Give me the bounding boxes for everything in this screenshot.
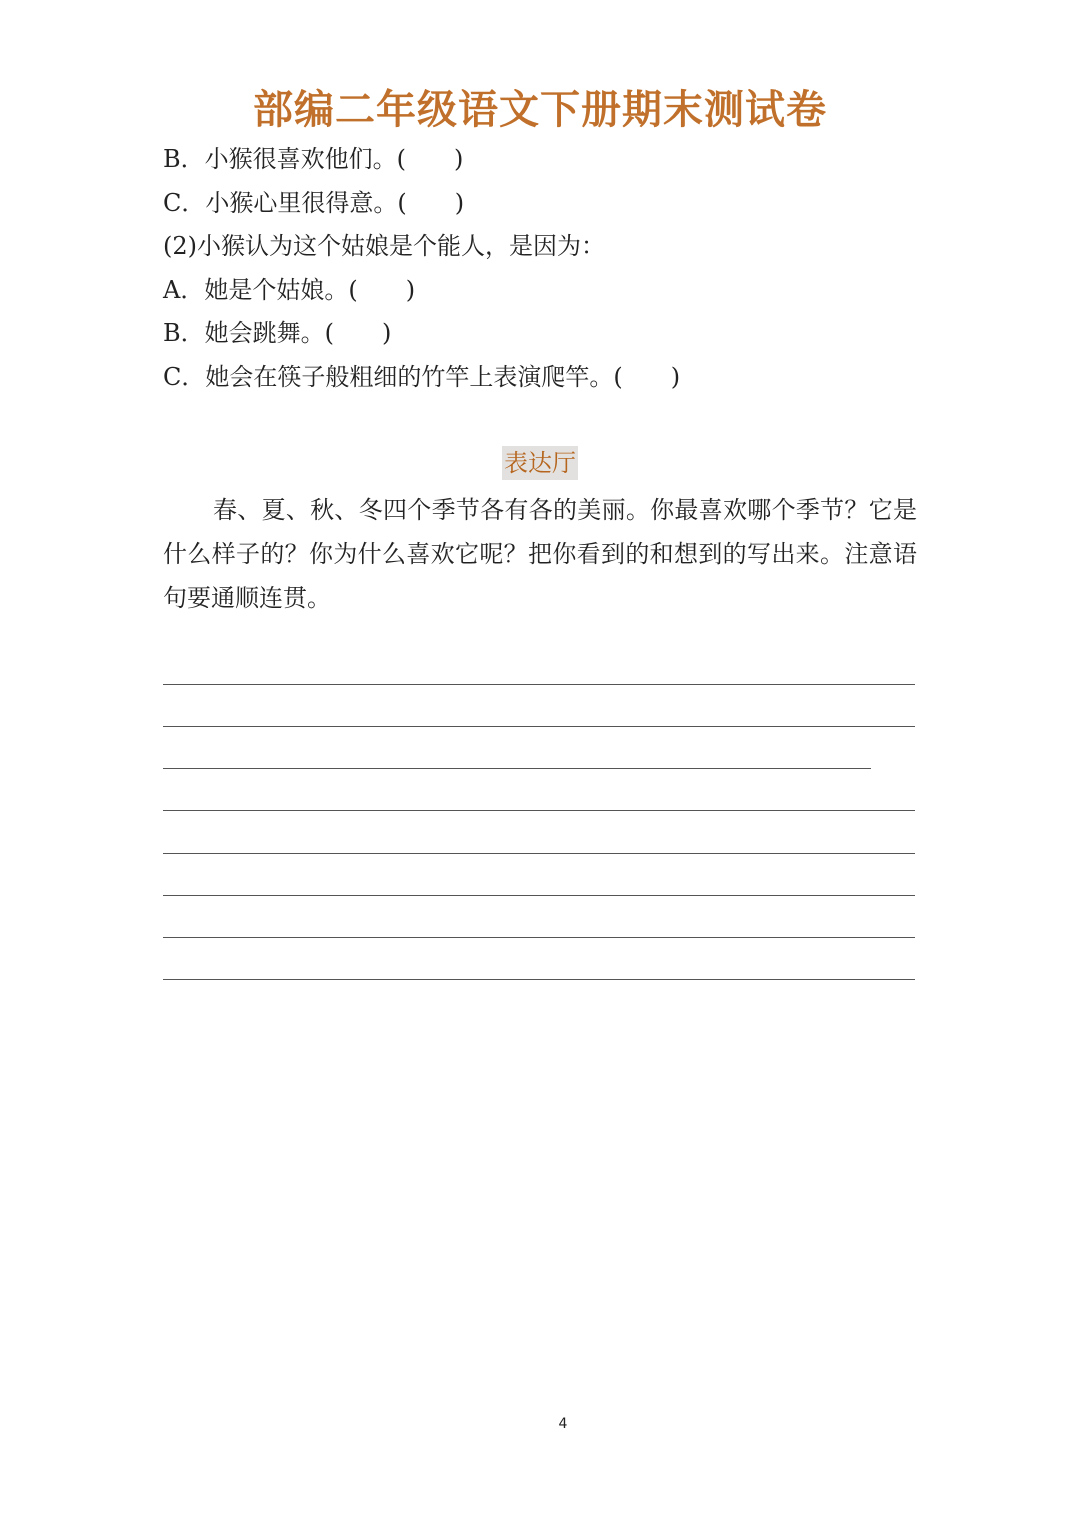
question-2-item-a: A．她是个姑娘。( ): [163, 276, 416, 304]
section-heading: [0, 446, 1080, 480]
writing-line[interactable]: [163, 937, 915, 938]
writing-prompt: 春、夏、秋、冬四个季节各有各的美丽。你最喜欢哪个季节？它是什么样子的？你为什么喜欢它呢？把你看到的和想到的写出来。注意语句要通顺连贯。: [163, 496, 917, 612]
writing-line[interactable]: [163, 726, 915, 727]
page-title: 部编二年级语文下册期末测试卷: [253, 87, 827, 133]
writing-line[interactable]: [163, 810, 915, 811]
section-heading-label: 表达厅: [502, 446, 578, 480]
page-number: 4: [558, 1416, 568, 1432]
writing-line[interactable]: [163, 895, 915, 896]
writing-line[interactable]: [163, 768, 871, 769]
question-2-item-b: B．她会跳舞。( ): [163, 319, 392, 347]
question-2-stem: (2)小猴认为这个姑娘是个能人，是因为：: [163, 232, 605, 260]
question-2-item-c: C．她会在筷子般粗细的竹竿上表演爬竿。( ): [163, 363, 681, 391]
question-item-c: C．小猴心里很得意。( ): [163, 189, 465, 217]
writing-line[interactable]: [163, 684, 915, 685]
writing-line[interactable]: [163, 979, 915, 980]
writing-line[interactable]: [163, 853, 915, 854]
question-item-b: B．小猴很喜欢他们。( ): [163, 145, 464, 173]
